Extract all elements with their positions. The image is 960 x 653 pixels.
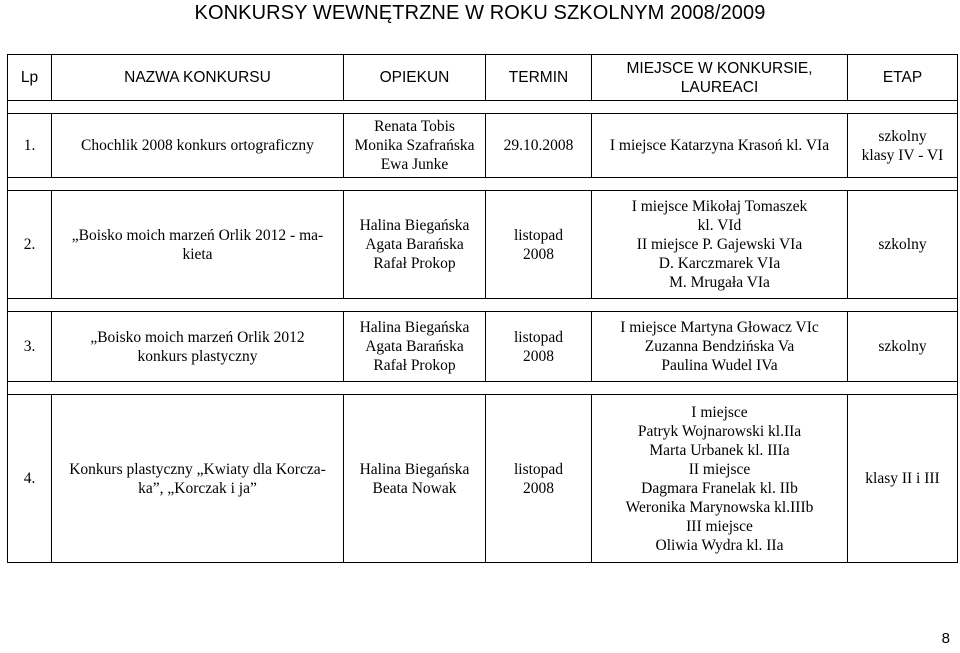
page-number: 8 — [941, 630, 950, 647]
cell-etap-line: szkolny — [878, 236, 927, 253]
cell-opiekun-line: Renata Tobis — [374, 118, 455, 135]
cell-opiekun-line: Ewa Junke — [380, 156, 449, 173]
cell-opiekun-line: Halina Biegańska — [359, 460, 470, 478]
cell-opiekun — [344, 114, 486, 178]
cell-opiekun-line: Agata Barańska — [365, 338, 464, 355]
cell-etap — [848, 395, 958, 563]
cell-termin-line: listopad — [513, 226, 564, 244]
cell-opiekun-line: Rafał Prokop — [373, 357, 456, 374]
header-opiekun: OPIEKUN — [344, 55, 486, 101]
cell-termin-line: 29.10.2008 — [503, 137, 574, 154]
cell-lp: 3. — [8, 312, 52, 382]
cell-contest-name — [52, 191, 344, 299]
cell-termin-line: 2008 — [523, 347, 554, 365]
table-header-row — [8, 55, 958, 101]
header-lp: Lp — [8, 55, 52, 101]
cell-lp: 1. — [8, 114, 52, 178]
cell-contest-name-line: „Boisko moich marzeń Orlik 2012 - ma- — [71, 226, 324, 244]
header-miejsce — [592, 55, 848, 101]
cell-miejsce-line: M. Mrugała VIa — [669, 274, 770, 291]
cell-miejsce-line: II miejsce — [688, 460, 751, 478]
table-row — [8, 312, 958, 382]
cell-opiekun — [344, 312, 486, 382]
table-spacer — [8, 178, 958, 191]
cell-opiekun — [344, 395, 486, 563]
contests-table — [7, 54, 958, 563]
table-row — [8, 114, 958, 178]
header-miejsce-line2: LAUREACI — [680, 78, 759, 96]
cell-miejsce-line: I miejsce — [691, 403, 748, 421]
cell-miejsce-line: Patryk Wojnarowski kl.IIa — [637, 422, 802, 440]
table-spacer — [8, 299, 958, 312]
cell-termin-line: listopad — [513, 460, 564, 478]
cell-miejsce-line: Oliwia Wydra kl. IIa — [655, 536, 784, 554]
cell-termin — [486, 312, 592, 382]
cell-termin-line: 2008 — [523, 479, 554, 497]
cell-etap — [848, 114, 958, 178]
cell-opiekun-line: Monika Szafrańska — [354, 137, 475, 154]
cell-etap-line: klasy IV - VI — [861, 146, 944, 164]
table-row — [8, 395, 958, 563]
cell-etap — [848, 191, 958, 299]
cell-contest-name-line: konkurs plastyczny — [137, 347, 258, 365]
table-spacer — [8, 101, 958, 114]
cell-contest-name-line: Chochlik 2008 konkurs ortograficzny — [81, 137, 314, 154]
cell-opiekun-line: Beata Nowak — [372, 479, 457, 497]
cell-termin-line: 2008 — [523, 245, 554, 263]
cell-contest-name-line: ka”, „Korczak i ja” — [138, 479, 257, 497]
cell-miejsce-line: Paulina Wudel IVa — [661, 357, 778, 374]
header-name: NAZWA KONKURSU — [52, 55, 344, 101]
cell-miejsce-line: D. Karczmarek VIa — [658, 255, 781, 272]
cell-contest-name-line: Konkurs plastyczny „Kwiaty dla Korcza- — [69, 460, 326, 478]
cell-miejsce-line: Weronika Marynowska kl.IIIb — [625, 498, 814, 516]
cell-etap-line: szkolny — [878, 127, 927, 145]
cell-etap-line: szkolny — [878, 338, 927, 355]
cell-contest-name — [52, 114, 344, 178]
cell-contest-name-line: „Boisko moich marzeń Orlik 2012 — [90, 328, 305, 346]
cell-contest-name — [52, 312, 344, 382]
cell-miejsce-line: II miejsce P. Gajewski VIa — [636, 236, 803, 253]
cell-miejsce-line: I miejsce Katarzyna Krasoń kl. VIa — [609, 137, 830, 154]
cell-etap — [848, 312, 958, 382]
cell-termin — [486, 395, 592, 563]
cell-termin — [486, 114, 592, 178]
cell-miejsce-line: Zuzanna Bendzińska Va — [644, 338, 795, 355]
header-etap: ETAP — [848, 55, 958, 101]
cell-opiekun-line: Rafał Prokop — [373, 255, 456, 272]
table-row — [8, 191, 958, 299]
cell-contest-name-line: kieta — [182, 245, 213, 263]
cell-opiekun-line: Halina Biegańska — [359, 319, 470, 336]
header-miejsce-line1: MIEJSCE W KONKURSIE, — [626, 59, 813, 77]
cell-opiekun-line: Halina Biegańska — [359, 217, 470, 234]
cell-miejsce — [592, 191, 848, 299]
cell-opiekun-line: Agata Barańska — [365, 236, 464, 253]
cell-miejsce-line: Marta Urbanek kl. IIIa — [649, 441, 790, 459]
cell-miejsce-line: III miejsce — [686, 517, 753, 535]
table-spacer — [8, 382, 958, 395]
cell-miejsce-line: I miejsce Mikołaj Tomaszek — [631, 198, 808, 215]
cell-miejsce — [592, 395, 848, 563]
cell-lp: 4. — [8, 395, 52, 563]
cell-etap-line: klasy II i III — [865, 470, 940, 487]
document-title: KONKURSY WEWNĘTRZNE W ROKU SZKOLNYM 2008/2009 — [194, 2, 766, 24]
cell-miejsce-line: Dagmara Franelak kl. IIb — [641, 479, 798, 497]
cell-opiekun — [344, 191, 486, 299]
cell-termin — [486, 191, 592, 299]
cell-lp: 2. — [8, 191, 52, 299]
cell-contest-name — [52, 395, 344, 563]
cell-miejsce — [592, 114, 848, 178]
cell-miejsce-line: I miejsce Martyna Głowacz VIc — [620, 319, 819, 336]
header-termin: TERMIN — [486, 55, 592, 101]
cell-termin-line: listopad — [513, 328, 564, 346]
cell-miejsce-line: kl. VId — [697, 217, 742, 234]
cell-miejsce — [592, 312, 848, 382]
